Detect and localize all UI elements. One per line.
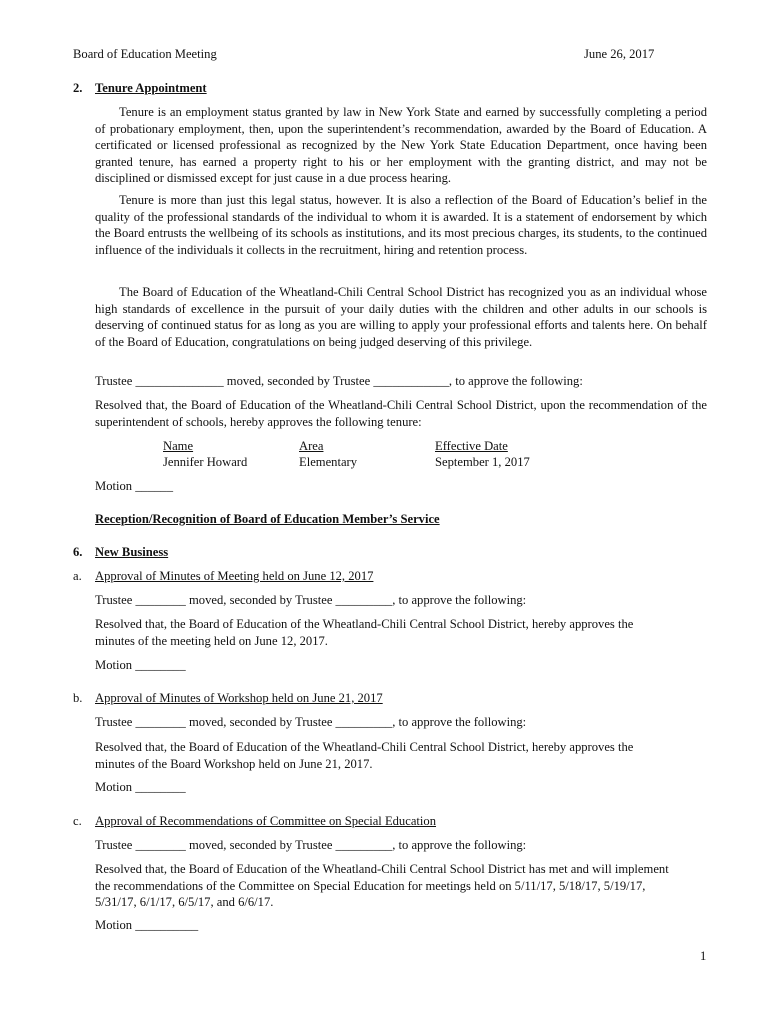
page-number: 1 xyxy=(700,949,707,963)
item-motion: Motion ________ xyxy=(95,658,186,672)
item-letter: a. xyxy=(73,569,82,583)
reception-heading: Reception/Recognition of Board of Education Member’s Service xyxy=(95,512,440,526)
table-cell-area: Elementary xyxy=(299,455,358,469)
section-number: 2. xyxy=(73,81,83,95)
section-title-new-business: New Business xyxy=(95,545,169,559)
item-motion: Motion __________ xyxy=(95,918,199,932)
tenure-paragraph-2: Tenure is more than just this legal status, however. It is also a reflection of the Board of Education’s belief in the quality of the professional standards of the individual to whom it is awarded. It is a statement of endorsement by which the Board entrusts the wellbeing of its schools as institutions, and its most precious charges, its students, to the continued influence of the individuals it collects in the recruitment, hiring and retention process. xyxy=(95,193,707,257)
tenure-table xyxy=(163,438,583,472)
item-motion: Motion ________ xyxy=(95,780,186,794)
item-title-cse: Approval of Recommendations of Committee on Special Education xyxy=(95,814,437,828)
item-trustee-line: Trustee ________ moved, seconded by Trustee _________, to approve the following: xyxy=(95,715,527,729)
item-title-minutes-meeting: Approval of Minutes of Meeting held on June 12, 2017 xyxy=(95,569,374,583)
tenure-motion: Motion ______ xyxy=(95,479,174,493)
tenure-trustee-line: Trustee ______________ moved, seconded by Trustee ____________, to approve the following: xyxy=(95,374,583,388)
section-title-tenure: Tenure Appointment xyxy=(95,81,207,95)
tenure-paragraph-1: Tenure is an employment status granted by law in New York State and earned by successfully completing a period of probationary employment, then, upon the superintendent’s recommendation, awarded by the Board of Education. A certificated or licensed professional as recognized by the New York State Education Department, once having been granted tenure, has earned a property right to his or her employment with the granting district, and may not be disciplined or dismissed except for just cause in a due process hearing. xyxy=(95,105,707,186)
item-resolved: Resolved that, the Board of Education of the Wheatland-Chili Central School District, hereby approves the minutes of the meeting held on June 12, 2017. xyxy=(95,617,634,648)
item-resolved: Resolved that, the Board of Education of the Wheatland-Chili Central School District has met and will implement the recommendations of the Committee on Special Education for meetings held on 5/11/17, 5/18/17, 5/19/17, 5/31/17, 6/1/17, 6/5/17, and 6/6/17. xyxy=(95,862,669,910)
table-cell-effective-date: September 1, 2017 xyxy=(435,455,530,469)
table-header-area: Area xyxy=(299,439,324,453)
tenure-paragraph-3: The Board of Education of the Wheatland-Chili Central School District has recognized you as an individual whose high standards of excellence in the pursuit of your daily duties with the children and other adults in our schools is deserving of continued status for as long as you are willing to apply your professional efforts and talents here. On behalf of the Board of Education, congratulations on being judged deserving of this privilege. xyxy=(95,285,707,349)
item-trustee-line: Trustee ________ moved, seconded by Trustee _________, to approve the following: xyxy=(95,838,527,852)
header-title: Board of Education Meeting xyxy=(73,47,217,61)
table-header-effective-date: Effective Date xyxy=(435,439,508,453)
section-number: 6. xyxy=(73,545,83,559)
table-header-name: Name xyxy=(163,439,194,453)
item-letter: b. xyxy=(73,691,83,705)
item-trustee-line: Trustee ________ moved, seconded by Trustee _________, to approve the following: xyxy=(95,593,527,607)
item-title-minutes-workshop: Approval of Minutes of Workshop held on June 21, 2017 xyxy=(95,691,383,705)
header-date: June 26, 2017 xyxy=(584,47,655,61)
table-cell-name: Jennifer Howard xyxy=(163,455,248,469)
item-letter: c. xyxy=(73,814,82,828)
tenure-resolved: Resolved that, the Board of Education of the Wheatland-Chili Central School District, upon the recommendation of the superintendent of schools, hereby approves the following tenure: xyxy=(95,398,707,429)
item-resolved: Resolved that, the Board of Education of the Wheatland-Chili Central School District, hereby approves the minutes of the Board Workshop held on June 21, 2017. xyxy=(95,740,634,771)
